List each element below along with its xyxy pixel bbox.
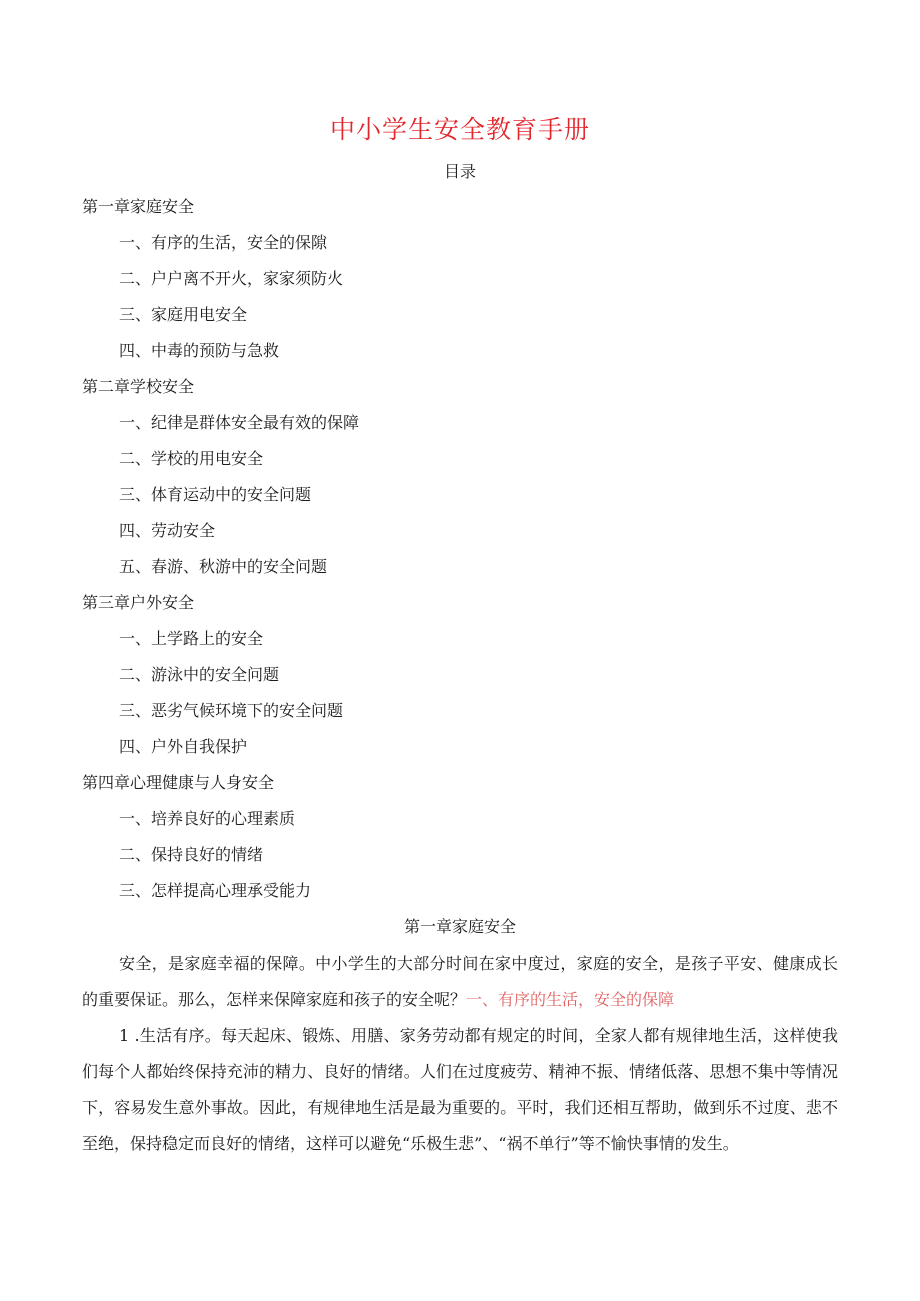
toc-chapter-3: 第三章户外安全 <box>82 593 195 612</box>
toc-item: 二、游泳中的安全问题 <box>119 665 280 684</box>
toc-item: 三、家庭用电安全 <box>119 305 248 324</box>
toc-heading: 目录 <box>443 162 476 181</box>
toc-item: 一、纪律是群体安全最有效的保障 <box>119 413 360 432</box>
toc-item: 一、有序的生活，安全的保隙 <box>119 233 328 252</box>
toc-item: 三、体育运动中的安全问题 <box>119 485 312 504</box>
inline-section-heading: 一、有序的生活，安全的保障 <box>466 990 675 1009</box>
body-paragraph-1: 1 .生活有序。每天起床、锻炼、用膳、家务劳动都有规定的时间，全家人都有规律地生活，这样使我们每个人都始终保持充沛的精力、良好的情绪。人们在过度疲劳、精神不振、情绪低落、思想不集中等情况下，容易发生意外事故。因此，有规律地生活是最为重要的。平时，我们还相互帮助，做到乐不过度、悲不至绝，保持稳定而良好的情绪，这样可以避免“乐极生悲”、“祸不单行”等不愉快事情的发生。 <box>82 1026 838 1153</box>
toc-chapter-4: 第四章心理健康与人身安全 <box>82 773 275 792</box>
toc-chapter-2: 第二章学校安全 <box>82 377 195 396</box>
toc-item: 二、保持良好的情绪 <box>119 845 264 864</box>
table-of-contents <box>0 194 920 914</box>
toc-item: 二、学校的用电安全 <box>119 449 264 468</box>
document-title: 中小学生安全教育手册 <box>329 115 590 144</box>
toc-item: 一、上学路上的安全 <box>119 629 264 648</box>
body-paragraph-intro <box>82 946 838 1018</box>
toc-item: 二、户户离不开火，家家须防火 <box>119 269 344 288</box>
toc-item: 五、春游、秋游中的安全问题 <box>119 557 328 576</box>
chapter-heading: 第一章家庭安全 <box>403 917 516 936</box>
toc-chapter-1: 第一章家庭安全 <box>82 197 195 216</box>
toc-item: 四、中毒的预防与急救 <box>119 341 280 360</box>
toc-item: 三、恶劣气候环境下的安全问题 <box>119 701 344 720</box>
toc-item: 一、培养良好的心理素质 <box>119 809 296 828</box>
paragraph-text: 安全，是家庭幸福的保障。中小学生的大部分时间在家中度过，家庭的安全，是孩子平安、健康成长的重要保证。那么，怎样来保障家庭和孩子的安全呢？ <box>82 954 838 1009</box>
toc-item: 四、劳动安全 <box>119 521 216 540</box>
toc-item: 四、户外自我保护 <box>119 737 248 756</box>
toc-item: 三、怎样提高心理承受能力 <box>119 881 312 900</box>
